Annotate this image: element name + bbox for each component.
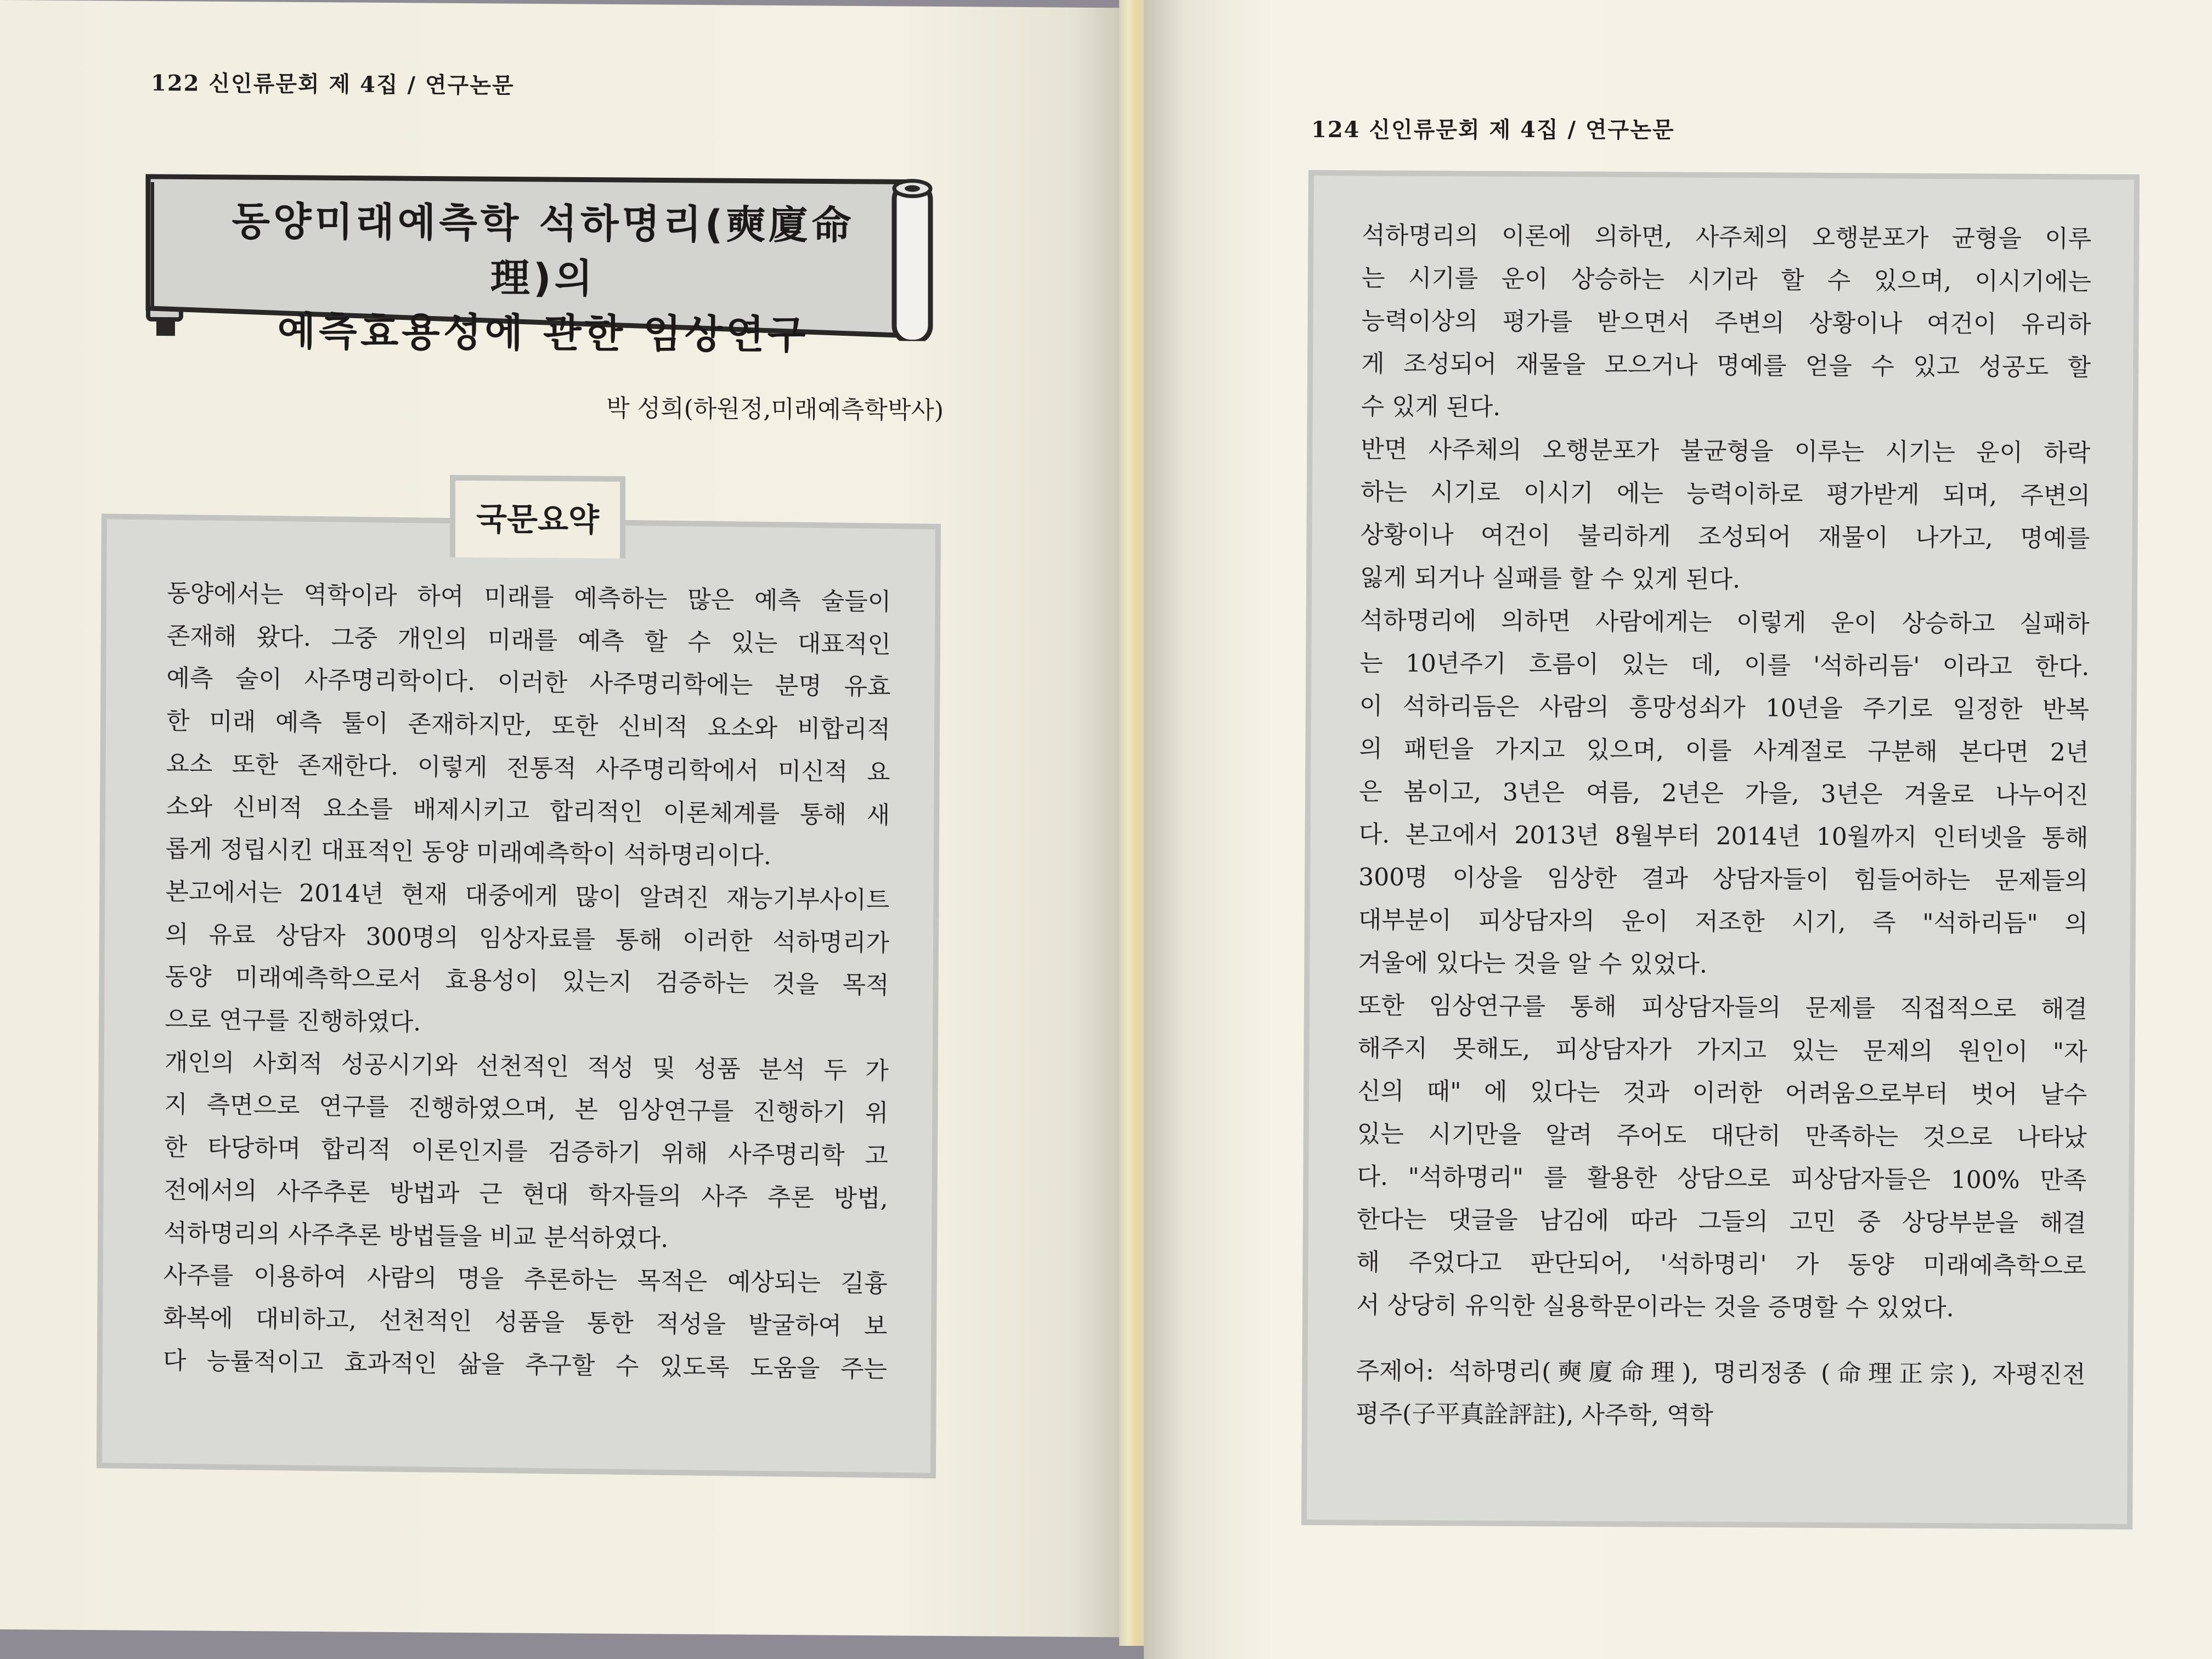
summary-line: 반면 사주체의 오행분포가 불균형을 이루는 시기는 운이 하락 [1361, 435, 2091, 467]
summary-line: 있는 시기만을 알려 주어도 대단히 만족하는 것으로 나타났 [1357, 1120, 2087, 1152]
abstract-line: 소와 신비적 요소를 배제시키고 합리적인 이론체계를 통해 새 [166, 792, 890, 830]
title-line-2: 예측효용성에 관한 임상연구 [277, 308, 809, 358]
abstract-line: 의 유료 상담자 300명의 임상자료를 통해 이러한 석하명리가 [165, 920, 890, 957]
abstract-line: 화복에 대비하고, 선천적인 성품을 통한 적성을 발굴하여 보 [163, 1304, 888, 1341]
title-line-1: 동양미래예측학 석하명리(奭廈命理)의 [232, 198, 855, 302]
right-page-header: 124 신인류문회 제 4집 / 연구논문 [1311, 117, 1675, 143]
summary-line: 해 주었다고 판단되어, '석하명리' 가 동양 미래예측학으로 [1356, 1248, 2086, 1280]
summary-line: 석하명리의 이론에 의하면, 사주체의 오행분포가 균형을 이루 [1362, 221, 2092, 253]
summary-line: 대부분이 피상담자의 운이 저조한 시기, 즉 "석하리듬" 의 [1358, 906, 2088, 938]
abstract-line: 전에서의 사주추론 방법과 근 현대 학자들의 사주 추론 방법, [163, 1176, 888, 1213]
abstract-line: 개인의 사회적 성공시기와 선천적인 적성 및 성품 분석 두 가 [164, 1048, 889, 1085]
summary-line: 겨울에 있다는 것을 알 수 있었다. [1358, 949, 1708, 979]
summary-line: 석하명리에 의하면 사람에게는 이렇게 운이 상승하고 실패하 [1359, 606, 2090, 639]
summary-line: 는 10년주기 흐름이 있는 데, 이를 '석하리듬' 이라고 한다. [1359, 649, 2090, 681]
summary-line: 해주지 못해도, 피상담자가 가지고 있는 문제의 원인이 "자 [1357, 1034, 2087, 1066]
abstract-text [163, 572, 891, 1391]
summary-text [1356, 215, 2092, 1331]
abstract-line: 동양 미래예측학으로서 효용성이 있는지 검증하는 것을 목적 [165, 963, 889, 1000]
summary-line: 신의 때" 에 있다는 것과 이러한 어려움으로부터 벗어 날수 [1357, 1077, 2087, 1109]
summary-box [1301, 170, 2140, 1530]
abstract-line: 석하명리의 사주추론 방법들을 비교 분석하였다. [163, 1218, 669, 1253]
summary-line: 300명 이상을 임상한 결과 상담자들이 힘들어하는 문제들의 [1358, 863, 2089, 895]
summary-line: 수 있게 된다. [1361, 392, 1501, 421]
abstract-line: 예측 술이 사주명리학이다. 이러한 사주명리학에는 분명 유효 [166, 664, 891, 702]
summary-line: 또한 임상연구를 통해 피상담자들의 문제를 직접적으로 해결 [1357, 991, 2088, 1024]
summary-line: 의 패턴을 가지고 있으며, 이를 사계절로 구분해 본다면 2년 [1359, 735, 2089, 767]
summary-line: 잃게 되거나 실패를 할 수 있게 된다. [1359, 563, 1741, 594]
summary-line: 이 석하리듬은 사람의 흥망성쇠가 10년을 주기로 일정한 반복 [1359, 692, 2090, 724]
abstract-label: 국문요약 [450, 475, 625, 558]
left-page-header: 122 신인류문회 제 4집 / 연구논문 [151, 70, 515, 99]
abstract-line: 으로 연구를 진행하였다. [165, 1005, 421, 1037]
abstract-box [97, 514, 941, 1479]
author-line: 박 성희(하원정,미래예측학박사) [606, 394, 944, 425]
keywords-line-1: 주제어: 석하명리(奭廈命理), 명리정종 (命理正宗), 자평진전 [1356, 1357, 2086, 1389]
summary-line: 다. 본고에서 2013년 8월부터 2014년 10월까지 인터넷을 통해 [1358, 820, 2089, 853]
abstract-line: 존재해 왔다. 그중 개인의 미래를 예측 할 수 있는 대표적인 [166, 622, 891, 659]
summary-line: 하는 시기로 이시기 에는 능력이하로 평가받게 되며, 주변의 [1360, 478, 2091, 510]
abstract-line: 요소 또한 존재한다. 이렇게 전통적 사주명리학에서 미신적 요 [166, 749, 890, 787]
summary-line: 는 시기를 운이 상승하는 시기라 할 수 있으며, 이시기에는 [1361, 264, 2092, 296]
abstract-line: 다 능률적이고 효과적인 삶을 추구할 수 있도록 도움을 주는 [162, 1346, 888, 1384]
abstract-line: 한 타당하며 합리적 이론인지를 검증하기 위해 사주명리학 고 [163, 1133, 889, 1170]
keywords-line-2: 평주(子平真詮評註), 사주학, 역학 [1355, 1400, 1714, 1430]
abstract-line: 동양에서는 역학이라 하여 미래를 예측하는 많은 예측 술들이 [167, 579, 891, 616]
title-scroll-banner [143, 171, 944, 358]
abstract-line: 본고에서는 2014년 현재 대중에게 많이 알려진 재능기부사이트 [165, 877, 890, 915]
summary-line: 은 봄이고, 3년은 여름, 2년은 가을, 3년은 겨울로 나누어진 [1358, 777, 2089, 810]
abstract-line: 지 측면으로 연구를 진행하였으며, 본 임상연구를 진행하기 위 [164, 1091, 889, 1128]
summary-line: 서 상당히 유익한 실용학문이라는 것을 증명할 수 있었다. [1356, 1291, 1954, 1323]
summary-line: 능력이상의 평가를 받으면서 주변의 상황이나 여건이 유리하 [1361, 307, 2091, 339]
summary-line: 한다는 댓글을 남김에 따라 그들의 고민 중 상당부분을 해결 [1356, 1205, 2087, 1238]
keywords [1356, 1350, 2086, 1439]
abstract-line: 롭게 정립시킨 대표적인 동양 미래예측학이 석하명리이다. [165, 834, 771, 871]
summary-line: 다. "석하명리" 를 활용한 상담으로 피상담자들은 100% 만족 [1357, 1163, 2087, 1195]
paper-title [208, 194, 878, 363]
abstract-line: 사주를 이용하여 사람의 명을 추론하는 목적은 예상되는 길흉 [163, 1261, 888, 1299]
summary-line: 게 조성되어 재물을 모으거나 명예를 얻을 수 있고 성공도 할 [1361, 349, 2091, 382]
summary-line: 상황이나 여건이 불리하게 조성되어 재물이 나가고, 명예를 [1360, 521, 2090, 553]
abstract-line: 한 미래 예측 툴이 존재하지만, 또한 신비적 요소와 비합리적 [166, 707, 891, 744]
